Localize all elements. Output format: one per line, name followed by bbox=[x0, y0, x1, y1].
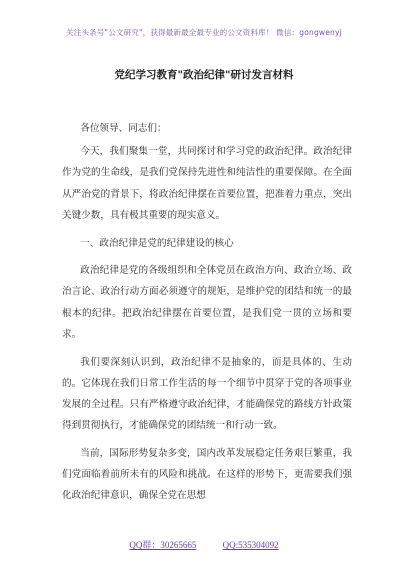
qq-group-link[interactable]: QQ群：30265665 bbox=[129, 540, 197, 550]
footer-contacts bbox=[0, 538, 408, 551]
salutation: 各位领导、同志们： bbox=[80, 123, 167, 134]
qq-contact-link[interactable]: QQ:535304092 bbox=[222, 540, 279, 550]
section-heading: 一、政治纪律是党的纪律建设的核心 bbox=[80, 237, 234, 249]
document-title: 党纪学习教育"政治纪律"研讨发言材料 bbox=[114, 69, 294, 81]
paragraph: 今天，我们聚集一堂，共同探讨和学习党的政治纪律。政治纪律作为党的生命线，是我们党保持先进性和纯洁性的重要保障。在全面从严治党的背景下，将政治纪律摆在首要位置，把准着力重点，突出关键少数，具有极其重要的现实意义。 bbox=[62, 146, 352, 221]
paragraph: 我们要深刻认识到，政治纪律不是抽象的，而是具体的、生动的。它体现在我们日常工作生活的每一个细节中贯穿于党的各项事业发展的全过程。只有严格遵守政治纪律，才能确保党的路线方针政策得到贯彻执行，才能确保党的团结统一和行动一致。 bbox=[62, 356, 352, 432]
paragraph: 当前，国际形势复杂多变，国内改革发展稳定任务艰巨繁重，我们党面临着前所未有的风险和挑战。在这样的形势下，更需要我们强化政治纪律意识，确保全党在思想 bbox=[62, 447, 352, 502]
header-note: 关注头条号"公文研究"，获得最新最全最专业的公文资料库！ 微信：gongwenyj bbox=[66, 28, 342, 37]
document-body bbox=[62, 118, 352, 513]
paragraph: 政治纪律是党的各级组织和全体党员在政治方向、政治立场、政治言论、政治行动方面必须遵守的规矩，是维护党的团结和统一的最根本的纪律。把政治纪律摆在首要位置，是我们党一贯的立场和要求。 bbox=[62, 265, 352, 340]
